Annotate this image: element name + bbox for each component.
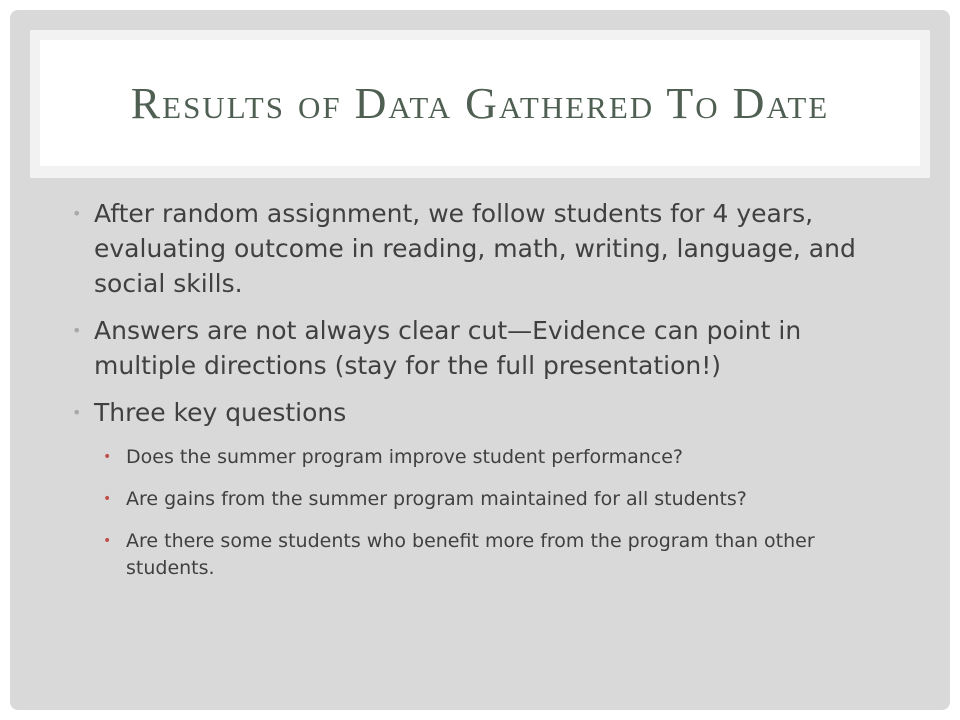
bullet-item xyxy=(68,196,898,301)
sub-bullet-icon: • xyxy=(103,491,112,507)
bullet-item xyxy=(68,313,898,383)
bullet-list xyxy=(68,196,898,597)
bullet-text: After random assignment, we follow students for 4 years, evaluating outcome in reading, math, writing, language, and social skills. xyxy=(94,199,856,298)
sub-bullet-item xyxy=(68,486,898,513)
sub-bullet-text: Does the summer program improve student performance? xyxy=(126,446,684,468)
sub-bullet-text: Are there some students who benefit more from the program than other students. xyxy=(126,530,815,579)
slide-title: Results of Data Gathered To Date xyxy=(130,78,830,128)
bullet-icon: • xyxy=(72,204,82,223)
title-frame xyxy=(30,30,930,178)
slide xyxy=(10,10,950,710)
sub-bullet-item xyxy=(68,528,898,582)
bullet-item xyxy=(68,395,898,430)
bullet-text: Three key questions xyxy=(94,398,347,427)
bullet-text: Answers are not always clear cut—Evidence can point in multiple directions (stay for the full presentation!) xyxy=(94,316,802,380)
bullet-icon: • xyxy=(72,403,82,422)
sub-bullet-icon: • xyxy=(103,533,112,549)
sub-bullet-text: Are gains from the summer program maintained for all students? xyxy=(126,488,747,510)
bullet-icon: • xyxy=(72,321,82,340)
sub-bullet-icon: • xyxy=(103,449,112,465)
title-box xyxy=(40,40,920,166)
sub-bullet-item xyxy=(68,444,898,471)
